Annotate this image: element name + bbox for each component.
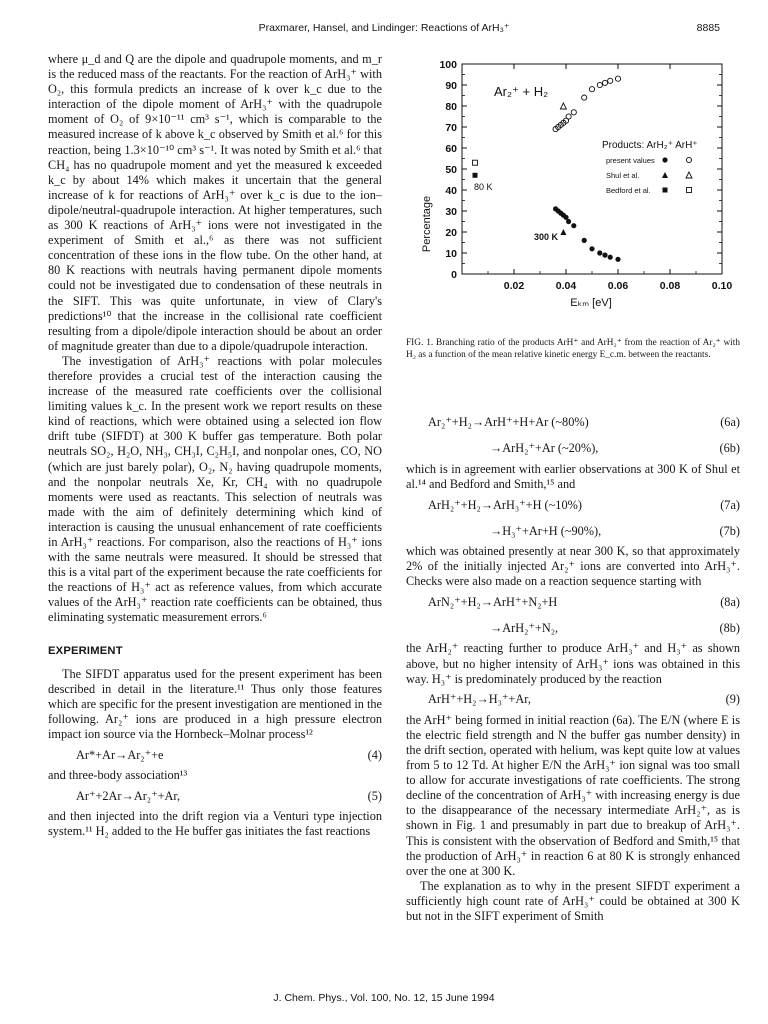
data-point [597,250,602,255]
section-heading: EXPERIMENT [48,644,123,657]
legend-title: Products: ArH₂⁺ ArH⁺ [602,140,698,151]
running-header [48,22,720,36]
page-number: 8885 [696,22,720,34]
equation-number: (5) [367,788,382,803]
left-column [48,52,382,839]
branching-ratio-chart [406,54,740,332]
equation-row [406,589,740,615]
equation: ArN₂⁺+H₂→ArH⁺+N₂+H [428,594,558,609]
running-title: Praxmarer, Hansel, and Lindinger: Reactions of ArH₃⁺ [258,22,510,34]
data-point [571,223,576,228]
legend-marker-square-open [687,188,692,193]
annotation-300k: 300 K [534,232,559,242]
y-tick-label: 50 [445,164,457,176]
journal-footer: J. Chem. Phys., Vol. 100, No. 12, 15 June 1994 [273,992,495,1004]
paragraph: and then injected into the drift region via a Venturi type injection system.¹¹ H₂ added to the He buffer gas initiates the fast reactions [48,809,382,839]
legend-marker-triangle-filled [662,172,668,178]
y-tick-label: 0 [451,269,457,281]
equation-number: (9) [725,692,740,707]
data-point [566,114,571,119]
data-point [473,173,478,178]
right-column [406,410,740,924]
data-point [582,238,587,243]
data-point [473,160,478,165]
annotation-80k: 80 K [474,182,493,192]
data-point [560,229,566,235]
data-point [608,78,613,83]
data-point [602,253,607,258]
x-axis-label: Eₖₘ [eV] [570,297,612,309]
equation: Ar*+Ar→Ar₂⁺+e [76,747,164,762]
paragraph: the ArH⁺ being formed in initial reaction (6a). The E/N (where E is the electric field strength and N the buffer gas number density) in the drift section, operated with helium, was kept quite low at values from 5 to 12 Td. At higher E/N the ArH₃⁺ ion signal was too small to allow for accurate investigations of rate coefficients. The strong decline of the concentration of ArH₃⁺ with increasing energy is due to the disappearance of the necessary intermediate ArH₂⁺, as is shown in Fig. 1 and presumably in part due to breakup of ArH₃⁺. This is consistent with the observation of Bedford and Smith,¹⁵ that the production of ArH₃⁺ in reaction 6 at 80 K is strongly enhanced over the one at 300 K. [406,712,740,878]
equation: →ArH₂⁺+N₂, [490,620,559,635]
equation-row [406,436,740,462]
legend-marker-triangle-open [686,172,692,178]
legend-marker-circle-open [686,157,691,162]
equation-number: (4) [367,747,382,762]
x-tick-label: 0.08 [659,280,681,292]
equation: ArH₂⁺+H₂→ArH₃⁺+H (~10%) [428,497,582,512]
paragraph: where μ_d and Q are the dipole and quadrupole moments, and m_r is the reduced mass of the reactants. For the reaction of ArH₃⁺ with O₂, this formula predicts an increase of k over k_c due to the interaction of the dipole moment of ArH₃⁺ with the quadrupole moment of O₂ of 9×10⁻¹¹ cm³ s⁻¹, which is comparable to the measured increase of k above k_c observed by Smith et al.⁶ for this reaction, being 1.3×10⁻¹⁰ cm³ s⁻¹. It was noted by Smith et al.⁶ that CH₄ has no quadrupole moment and yet the measured k exceeded k_c by about 14% which makes it uncertain that the general increase of k for reactions of ArH₃⁺ over k_c is due to the ion–dipole/neutral-quadrupole interaction. At higher temperatures, such as 300 K reactions of ArH₃⁺ ions were not investigated in the experiment of Smith et al.,⁶ as there was not sufficient concentration of these ions in the flow tube. On the other hand, at 80 K reactions with neutrals having permanent dipole moments could not be investigated due to condensation of these neutrals in the SIFT. This was quite unfortunate, in view of Clary's predictions¹⁰ that the increase in the collisional rate coefficient resulting from a dipole/dipole interaction should be about an order of magnitude greater than due to a dipole/quadrupole interaction. [48,52,382,353]
equation-number: (8b) [719,620,740,635]
equation-number: (7a) [720,497,740,512]
y-tick-label: 90 [445,80,457,92]
x-tick-label: 0.06 [607,280,629,292]
y-tick-label: 40 [445,185,457,197]
data-point [615,257,620,262]
legend-row-shul: Shul et al. [606,171,640,180]
y-axis-label: Percentage [421,195,433,253]
x-tick-label: 0.04 [555,280,577,292]
equation-row [48,742,382,768]
paragraph: which was obtained presently at near 300 K, so that approximately 2% of the initially injected Ar₂⁺ ions are converted into ArH₃⁺. Checks were also made on a reaction sequence starting with [406,544,740,589]
data-point [615,76,620,81]
y-tick-label: 100 [439,59,457,71]
figure-caption: FIG. 1. Branching ratio of the products ArH⁺ and ArH₂⁺ from the reaction of Ar₂⁺ with H₂ as a function of the mean relative kinetic energy E_c.m. between the reactants. [406,338,740,360]
equation-row [406,410,740,436]
equation: Ar⁺+2Ar→Ar₂⁺+Ar, [76,788,181,803]
data-point [597,82,602,87]
legend-row-present: present values [606,156,655,165]
x-tick-label: 0.02 [503,280,525,292]
legend-marker-square-filled [663,188,668,193]
equation-number: (6a) [720,415,740,430]
equation-number: (8a) [720,594,740,609]
plot-title: Ar₂⁺ + H₂ [494,84,549,99]
legend [602,140,698,195]
equation: →H₃⁺+Ar+H (~90%), [490,523,602,538]
equation-number: (6b) [719,441,740,456]
paragraph: The explanation as to why in the present SIFDT experiment a sufficiently high count rate of ArH₃⁺ could be obtained at 300 K but not in the SIFT experiment of Smith [406,878,740,923]
paragraph: The investigation of ArH₃⁺ reactions with polar molecules therefore provides a crucial test of the interaction causing the increase of the measured rate coefficients over the collisional limiting values k_c. In the present work we report results on these kind of reactions, which were obtained using a selected ion flow drift tube (SIFDT) at 300 K buffer gas temperature. Both polar neutrals SO₂, H₂O, NH₃, CH₃I, C₂H₅I, and nonpolar ones, CO, NO (which are just barely polar), O₂, N₂ having quadrupole moments, and the nonpolar neutrals Xe, Kr, CH₄ with no quadrupole moments were used as reactants. This selection of neutrals was made with the aim of definitely determining which kind of interaction is causing the unusual enhancement of rate coefficients in ArH₃⁺ reactions. For comparison, also the reactions of H₃⁺ ions with the same neutrals were measured. It should be stressed that this is a vital part of the experiment because the rate coefficients for the reactions of H₃⁺ act as reference values, from which accurate values of the ArH₃⁺ reaction rate coefficients can be obtained, thus eliminating systematic measurement errors.⁶ [48,353,382,625]
paragraph: and three-body association¹³ [48,768,188,783]
equation: Ar₂⁺+H₂→ArH⁺+H+Ar (~80%) [428,415,589,430]
legend-marker-circle-filled [662,157,667,162]
equation-row [406,492,740,518]
legend-row-bedford: Bedford et al. [606,186,651,195]
data-point [589,246,594,251]
equation-row [406,518,740,544]
equation-row [48,783,382,809]
figure-1 [406,54,740,332]
data-point [571,110,576,115]
paragraph: The SIFDT apparatus used for the present experiment has been described in detail in the literature.¹¹ Thus only those features which are specific for the present investigation are mentioned in the following. Ar₂⁺ ions are produced in a high pressure electron impact ion source via the Hornbeck–Molnar process¹² [48,666,382,742]
data-point [582,95,587,100]
paragraph: which is in agreement with earlier observations at 300 K of Shul et al.¹⁴ and Bedford and Smith,¹⁵ and [406,462,740,492]
y-tick-label: 30 [445,206,457,218]
y-tick-label: 60 [445,143,457,155]
data-point [602,80,607,85]
equation: ArH⁺+H₂→H₃⁺+Ar, [428,692,531,707]
data-point [589,87,594,92]
y-tick-label: 10 [445,248,457,260]
y-tick-label: 80 [445,101,457,113]
data-point [560,103,566,109]
equation-row [406,687,740,713]
paragraph: the ArH₂⁺ reacting further to produce ArH₃⁺ and H₃⁺ as shown above, but no higher intensity of ArH₃⁺ ions was obtained in this way. H₃⁺ is predominately produced by the reaction [406,641,740,686]
equation-number: (7b) [719,523,740,538]
data-point [566,219,571,224]
chart-ticks [439,59,732,292]
equation: →ArH₂⁺+Ar (~20%), [490,441,599,456]
equation-row [406,615,740,641]
data-point [608,255,613,260]
x-tick-label: 0.10 [711,280,733,292]
y-tick-label: 20 [445,227,457,239]
y-tick-label: 70 [445,122,457,134]
